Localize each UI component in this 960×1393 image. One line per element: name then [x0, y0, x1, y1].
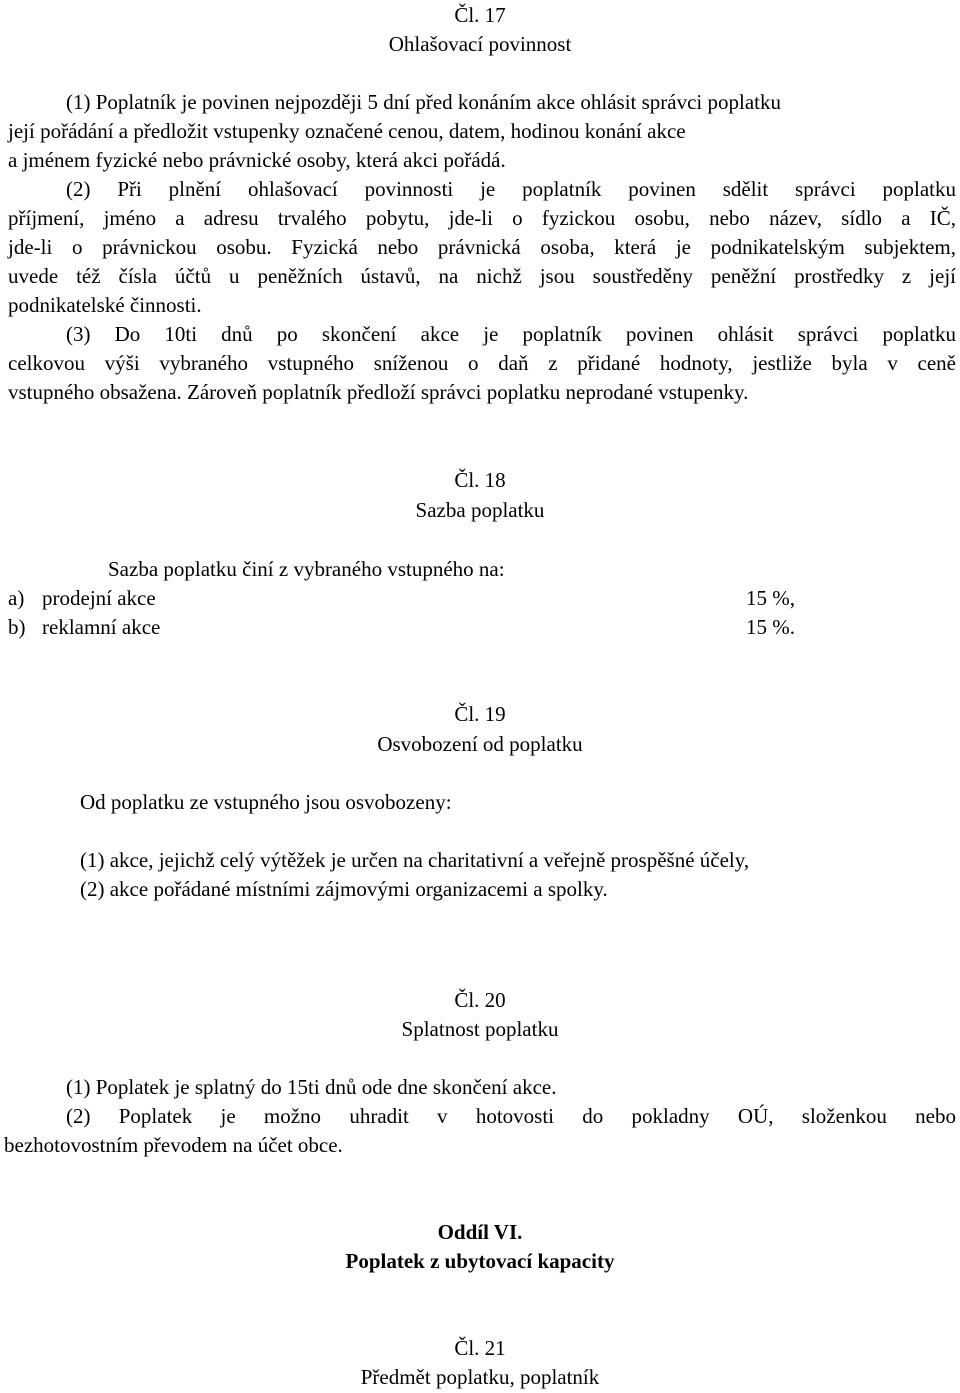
- art18-intro: Sazba poplatku činí z vybraného vstupného na:: [108, 557, 505, 581]
- rate-item-b-value: 15 %.: [746, 615, 795, 639]
- art17-p2-line2: příjmení, jméno a adresu trvalého pobytu, jde-li o fyzickou osobu, nebo název, sídlo a IČ,: [8, 206, 956, 230]
- art17-p2-line4: uvede též čísla účtů u peněžních ústavů, na nichž jsou soustředěny peněžní prostředky z její: [8, 264, 956, 288]
- rate-item-b-marker: b): [8, 615, 26, 639]
- art17-p3-line2: celkovou výši vybraného vstupného sníženou o daň z přidané hodnoty, jestliže byla v ceně: [8, 351, 956, 375]
- rate-item-a-marker: a): [8, 586, 25, 610]
- art20-p2-line1: (2) Poplatek je možno uhradit v hotovosti do pokladny OÚ, složenkou nebo: [66, 1104, 956, 1128]
- article-18-number: Čl. 18: [454, 468, 506, 492]
- rate-item-a-label: prodejní akce: [42, 586, 156, 610]
- section-6-title: Poplatek z ubytovací kapacity: [345, 1249, 615, 1273]
- rate-item-b-label: reklamní akce: [42, 615, 161, 639]
- article-20-title: Splatnost poplatku: [401, 1017, 559, 1041]
- art17-p1-line2: její pořádání a předložit vstupenky označené cenou, datem, hodinou konání akce: [8, 119, 686, 143]
- art17-p2-line1: (2) Při plnění ohlašovací povinnosti je poplatník povinen sdělit správci poplatku: [66, 177, 956, 201]
- art17-p1-line1: (1) Poplatník je povinen nejpozději 5 dní před konáním akce ohlásit správci poplatku: [66, 90, 781, 114]
- art17-p3-line3: vstupného obsažena. Zároveň poplatník předloží správci poplatku neprodané vstupenky.: [8, 380, 749, 404]
- article-19-number: Čl. 19: [454, 702, 506, 726]
- art19-item-1: (1) akce, jejichž celý výtěžek je určen na charitativní a veřejně prospěšné účely,: [80, 848, 750, 872]
- art19-intro: Od poplatku ze vstupného jsou osvobozeny:: [80, 790, 452, 814]
- art17-p1-line3: a jménem fyzické nebo právnické osoby, která akci pořádá.: [8, 148, 506, 172]
- article-19-title: Osvobození od poplatku: [377, 732, 583, 756]
- art20-p2-line2: bezhotovostním převodem na účet obce.: [4, 1133, 343, 1157]
- art17-p2-line5: podnikatelské činnosti.: [8, 293, 202, 317]
- rate-item-a-value: 15 %,: [746, 586, 795, 610]
- art20-p1: (1) Poplatek je splatný do 15ti dnů ode dne skončení akce.: [66, 1075, 557, 1099]
- art19-item-2: (2) akce pořádané místními zájmovými organizacemi a spolky.: [80, 877, 608, 901]
- art17-p2-line3: jde-li o právnickou osobu. Fyzická nebo právnická osoba, která je podnikatelským subjektem,: [8, 235, 956, 259]
- article-21-title: Předmět poplatku, poplatník: [360, 1365, 600, 1389]
- article-17-number: Čl. 17: [454, 3, 506, 27]
- article-18-title: Sazba poplatku: [415, 498, 545, 522]
- art17-p3-line1: (3) Do 10ti dnů po skončení akce je poplatník povinen ohlásit správci poplatku: [66, 322, 956, 346]
- article-21-number: Čl. 21: [454, 1336, 506, 1360]
- section-6-heading: Oddíl VI.: [437, 1220, 523, 1244]
- article-20-number: Čl. 20: [454, 988, 506, 1012]
- article-17-title: Ohlašovací povinnost: [388, 32, 572, 56]
